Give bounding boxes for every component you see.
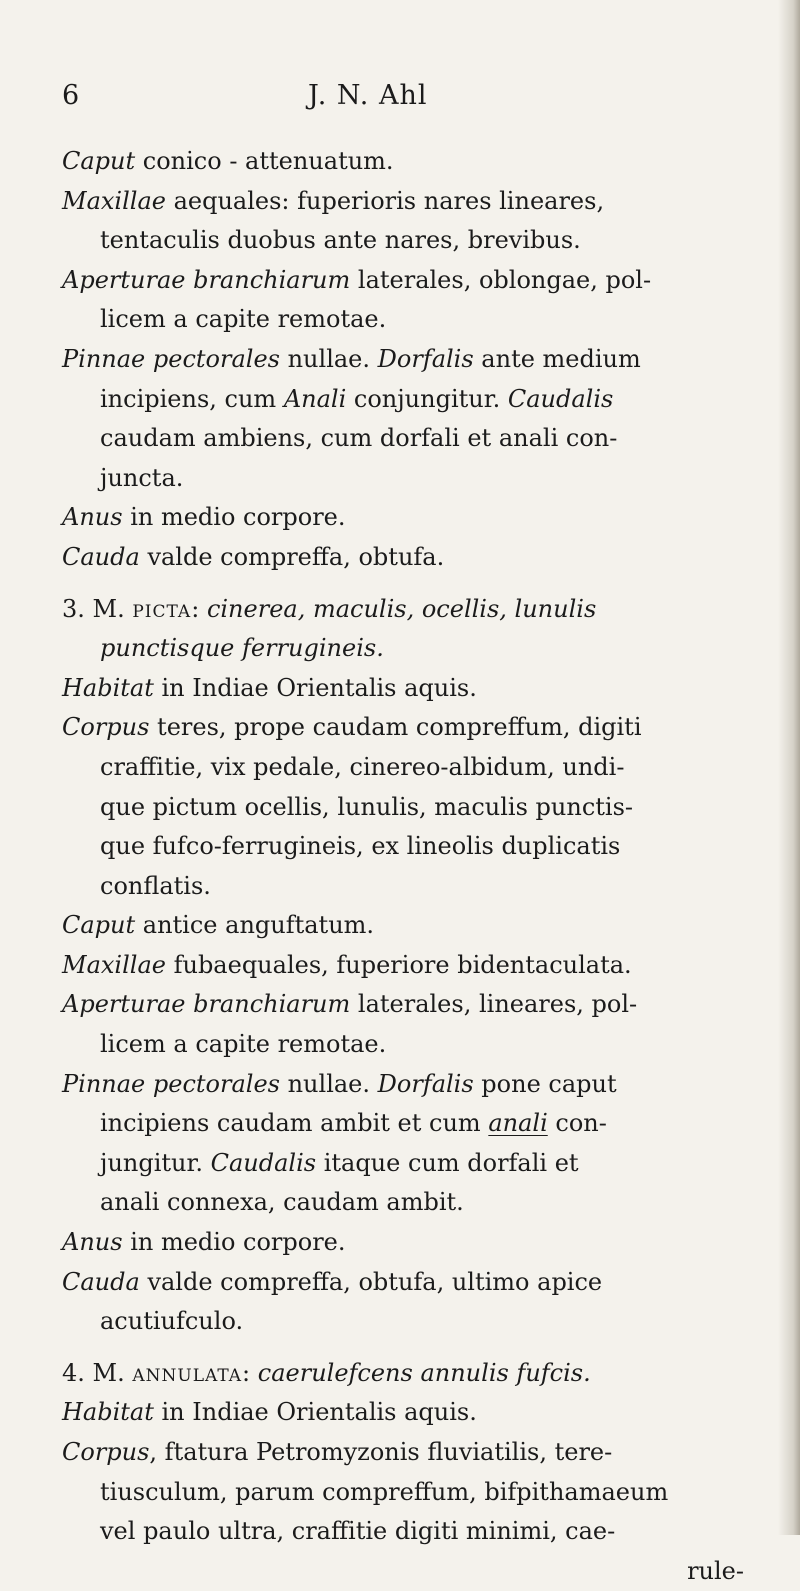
text-line: Cauda valde compreffa, obtufa, ultimo apice [62,1267,603,1296]
species-heading: 4. M. annulata: caerulefcens annulis fufcis. [62,1358,591,1387]
text-line: tiusculum, parum compreffum, bifpithamaeum [100,1477,669,1506]
text-line: caudam ambiens, cum dorfali et anali con- [100,424,618,453]
page-edge-shadow [778,0,800,1535]
page-header [62,80,562,120]
text-line: vel paulo ultra, craffitie digiti minimi, cae- [100,1517,616,1546]
running-head: J. N. Ahl [308,80,428,111]
text-line: acutiufculo. [100,1307,244,1336]
text-line: craffitie, vix pedale, cinereo-albidum, undi- [100,752,625,781]
text-line: Aperturae branchiarum laterales, oblongae, pol- [62,265,652,294]
text-line: que pictum ocellis, lunulis, maculis punctis- [100,792,634,821]
text-line: Caput conico - attenuatum. [62,147,394,175]
text-line: Cauda valde compreffa, obtufa. [62,542,445,571]
text-line: incipiens, cum Anali conjungitur. Caudalis [100,384,614,413]
text-line: incipiens caudam ambit et cum anali con- [100,1109,607,1138]
text-line: Habitat in Indiae Orientalis aquis. [62,1398,477,1427]
species-heading: 3. M. picta: cinerea, maculis, ocellis, lunulis [62,594,597,623]
text-line: juncta. [100,463,184,492]
text-line: Corpus teres, prope caudam compreffum, digiti [62,713,642,742]
text-line: Anus in medio corpore. [62,1228,346,1257]
text-line: Corpus, ftatura Petromyzonis fluviatilis, tere- [62,1438,613,1466]
text-line: punctisque ferrugineis. [100,634,384,663]
text-line: tentaculis duobus ante nares, brevibus. [100,226,581,255]
text-line: Maxillae aequales: fuperioris nares lineares, [62,186,605,215]
text-line: jungitur. Caudalis itaque cum dorfali et [100,1148,579,1177]
text-line: anali connexa, caudam ambit. [100,1188,464,1217]
text-line: conflatis. [100,871,211,900]
text-line: Habitat in Indiae Orientalis aquis. [62,673,477,702]
text-line: Pinnae pectorales nullae. Dorfalis ante medium [62,344,641,373]
text-line: Anus in medio corpore. [62,503,346,532]
text-line: licem a capite remotae. [100,1030,387,1059]
text-line: que fufco-ferrugineis, ex lineolis duplicatis [100,832,621,861]
body-text [62,142,762,1591]
catchword: rule- [687,1556,744,1585]
text-line: Maxillae fubaequales, fuperiore bidentaculata. [62,950,632,979]
page-number: 6 [62,80,81,111]
text-line: licem a capite remotae. [100,305,387,334]
text-line: Pinnae pectorales nullae. Dorfalis pone caput [62,1069,617,1098]
text-line: Aperturae branchiarum laterales, lineares, pol- [62,990,638,1019]
text-line: Caput antice anguftatum. [62,911,375,940]
